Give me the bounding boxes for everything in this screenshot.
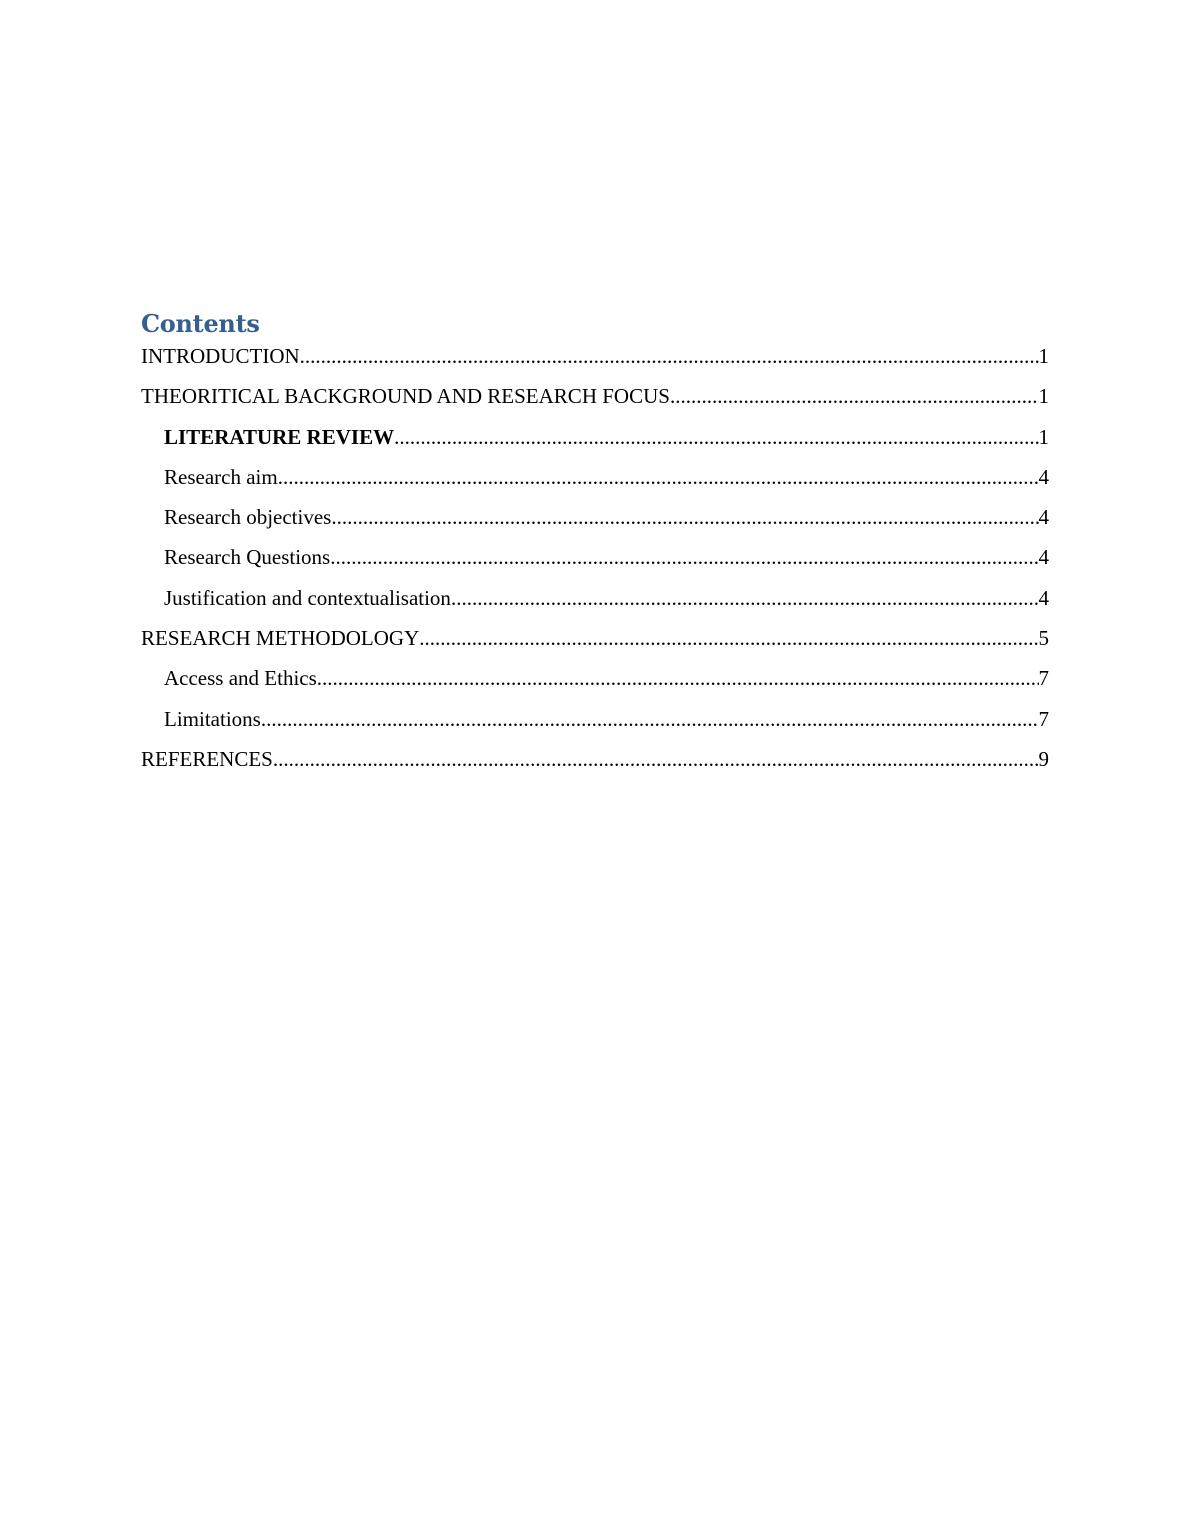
toc-entry-research-methodology[interactable] [141,624,1049,664]
toc-page-number: 4 [1038,545,1049,570]
toc-page-number: 1 [1038,424,1049,449]
toc-entry-title[interactable]: INTRODUCTION [141,344,300,368]
toc-dot-leader [261,705,1039,733]
toc-entry-references[interactable] [141,745,1049,785]
toc-entry-title[interactable]: Research aim [164,464,278,489]
toc-entry-limitations[interactable] [141,705,1049,745]
toc-entry-title[interactable]: RESEARCH METHODOLOGY [141,626,420,651]
toc-dot-leader [278,463,1039,491]
toc-entry-literature-review[interactable] [141,423,1049,463]
toc-entry-theoretical-background[interactable] [141,382,1049,422]
toc-dot-leader [330,543,1038,571]
toc-dot-leader [331,503,1038,531]
toc-entry-title[interactable]: Research Questions [164,545,331,570]
toc-entry-introduction[interactable] [141,342,1049,382]
toc-entry-title[interactable]: Access and Ethics [164,666,317,691]
toc-entry-title[interactable]: THEORITICAL BACKGROUND AND RESEARCH FOCUS [141,384,670,409]
toc-entry-title[interactable]: Justification and contextualisation [164,585,451,610]
toc-page-number: 1 [1038,384,1049,409]
toc-page-number: 4 [1038,464,1049,489]
toc-page-number: 5 [1038,626,1049,651]
toc-page-number: 4 [1038,585,1049,610]
toc-entry-research-questions[interactable] [141,543,1049,583]
toc-entry-title[interactable]: Limitations [164,706,261,731]
toc-entry-research-aim[interactable] [141,463,1049,503]
toc-entry-title[interactable]: Research objectives [164,505,332,530]
toc-dot-leader [419,624,1038,652]
toc-page-number: 1 [1038,344,1049,368]
toc-dot-leader [394,423,1038,451]
toc-dot-leader [317,664,1039,692]
toc-entry-justification[interactable] [141,584,1049,624]
toc-heading: Contents [141,309,260,338]
toc-entry-title[interactable]: REFERENCES [141,746,273,771]
toc-page-number: 7 [1038,706,1049,731]
toc-dot-leader [670,382,1039,410]
toc-page-number: 4 [1038,505,1049,530]
toc-dot-leader [300,342,1039,370]
toc-page-number: 7 [1038,666,1049,691]
toc-entry-title[interactable]: LITERATURE REVIEW [164,424,395,449]
table-of-contents [141,306,1049,785]
toc-dot-leader [273,745,1039,773]
toc-dot-leader [451,584,1039,612]
toc-entry-research-objectives[interactable] [141,503,1049,543]
toc-page-number: 9 [1038,746,1049,771]
toc-entry-access-ethics[interactable] [141,664,1049,704]
